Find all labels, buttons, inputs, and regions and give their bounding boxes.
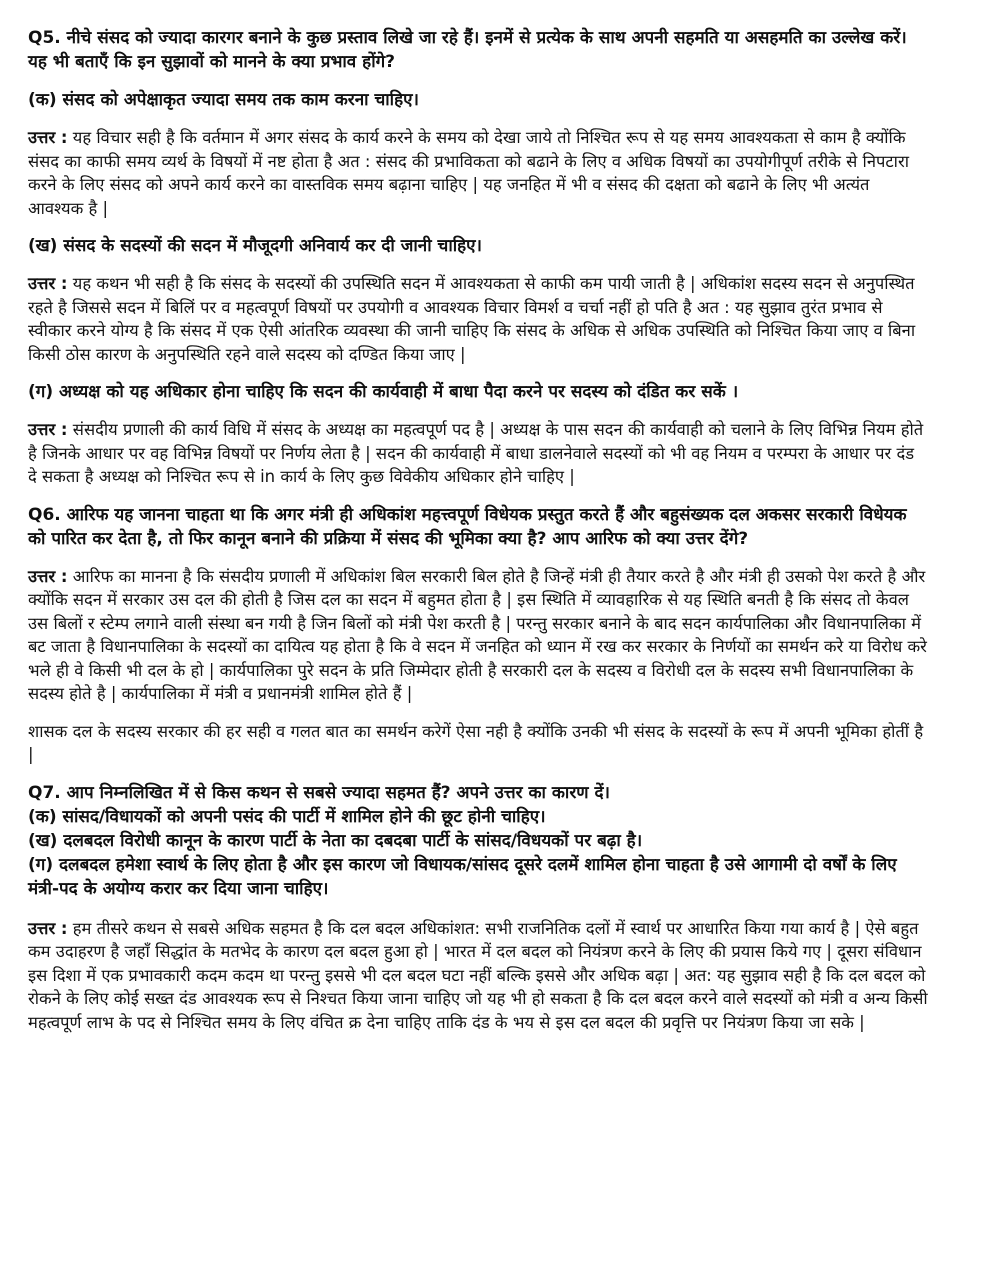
q7-answer — [28, 917, 928, 1035]
question-text: नीचे संसद को ज्यादा कारगर बनाने के कुछ प्रस्ताव लिखे जा रहे हैं। इनमें से प्रत्येक के साथ अपनी सहमति या असहमति का उल्लेख करें। यह भी बताएँ कि इन सुझावों को मानने के क्या प्रभाव होंगे? — [28, 28, 907, 72]
q7-option-kha: (ख) दलबदल विरोधी कानून के कारण पार्टी के नेता का दबदबा पार्टी के सांसद/विधयकों पर बढ़ा है। — [28, 830, 643, 851]
question-number: Q7. — [28, 782, 61, 803]
q7-option-ga: (ग) दलबदल हमेशा स्वार्थ के लिए होता है और इस कारण जो विधायक/सांसद दूसरे दलमें शामिल होना चाहता है उसे आगामी दो वर्षों के लिए मंत्री-पद के अयोग्य करार कर दिया जाना चाहिए। — [28, 854, 897, 899]
question-number: Q6. — [28, 504, 61, 525]
q5-part-kha-statement: (ख) संसद के सदस्यों की सदन में मौजूदगी अनिवार्य कर दी जानी चाहिए। — [28, 236, 482, 256]
q6-answer — [28, 565, 928, 706]
answer-text: यह कथन भी सही है कि संसद के सदस्यों की उपस्थिति सदन में आवश्यकता से काफी कम पायी जाती है | अधिकांश सदस्य सदन से अनुपस्थित रहते है जिससे सदन में बिलिं पर व महत्वपूर्ण विषयों पर उपयोगी व आवश्यक विचार विमर्श व चर्चा नहीं हो पति है अत : यह सुझाव तुरंत प्रभाव से स्वीकार करने योग्य है कि संसद में एक ऐसी आंतरिक व्यवस्था की जानी चाहिए कि संसद के अधिक से अधिक उपस्थिति को निश्चित किया जाए व बिना किसी ठोस कारण के अनुपस्थिति रहने वाले सदस्य को दण्डित किया जाए | — [28, 274, 916, 364]
question-6 — [28, 503, 928, 551]
q5-part-ga-statement: (ग) अध्यक्ष को यह अधिकार होना चाहिए कि सदन की कार्यवाही में बाधा पैदा करने पर सदस्य को दंडित कर सकें । — [28, 382, 739, 402]
answer-text: संसदीय प्रणाली की कार्य विधि में संसद के अध्यक्ष का महत्वपूर्ण पद है | अध्यक्ष के पास सदन की कार्यवाही को चलाने के लिए विभिन्न नियम होते है जिनके आधार पर वह विभिन्न विषयों पर निर्णय लेता है | सदन की कार्यवाही में बाधा डालनेवाले सदस्यों को भी वह नियम व परम्परा के आधार पर दंड दे सकता है अध्यक्ष को निश्चित रूप से in कार्य के लिए कुछ विवेकीय अधिकार होने चाहिए | — [28, 420, 924, 486]
answer-label: उत्तर : — [28, 128, 68, 147]
question-number: Q5. — [28, 28, 61, 48]
question-5 — [28, 26, 928, 74]
answer-text: आरिफ का मानना है कि संसदीय प्रणाली में अधिकांश बिल सरकारी बिल होते है जिन्हें मंत्री ही तैयार करते है और मंत्री ही उसको पेश करते है और क्योंकि सदन में सरकार उस दल की होती है जिस दल का सदन में बहुमत होता है | इस स्थिति में व्यावहारिक से यह स्थिति बनती है कि संसद तो केवल उस बिलों र स्टेम्प लगाने वाली संस्था बन गयी है जिन बिलों को मंत्री पेश करती है | परन्तु सरकार बनाने के बाद सदन कार्यपालिका और विधानपालिका में बट जाता है विधानपालिका के सदस्यों का दायित्व यह होता है कि वे सदन में जनहित को ध्यान में रख कर सरकार के निर्णयों का समर्थन करे या विरोध करे भले ही वे किसी भी दल के हो | कार्यपालिका पुरे सदन के प्रति जिम्मेदार होती है सरकारी दल के सदस्य व विरोधी दल के सदस्य सभी विधानपालिका के सदस्य होते है | कार्यपालिका में मंत्री व प्रधानमंत्री शामिल होते हैं | — [28, 566, 927, 703]
answer-label: उत्तर : — [28, 274, 68, 293]
q5-part-ka-answer — [28, 126, 928, 220]
q5-part-kha-answer — [28, 272, 928, 366]
q5-part-ka-statement: (क) संसद को अपेक्षाकृत ज्यादा समय तक काम करना चाहिए। — [28, 90, 419, 110]
answer-label: उत्तर : — [28, 566, 68, 586]
q7-option-ka: (क) सांसद/विधायकों को अपनी पसंद की पार्टी में शामिल होने की छूट होनी चाहिए। — [28, 806, 546, 827]
question-text: आरिफ यह जानना चाहता था कि अगर मंत्री ही अधिकांश महत्त्वपूर्ण विधेयक प्रस्तुत करते हैं और बहुसंख्यक दल अकसर सरकारी विधेयक को पारित कर देता है, तो फिर कानून बनाने की प्रक्रिया में संसद की भूमिका क्या है? आप आरिफ को क्या उत्तर देंगे? — [28, 504, 907, 549]
answer-label: उत्तर : — [28, 420, 68, 439]
question-7 — [28, 781, 928, 805]
q5-part-ga-answer — [28, 418, 928, 489]
q6-answer-extra: शासक दल के सदस्य सरकार की हर सही व गलत बात का समर्थन करेगें ऐसा नही है क्योंकि उनकी भी संसद के सदस्यों के रूप में अपनी भूमिका होतीं है | — [28, 721, 924, 764]
question-text: आप निम्नलिखित में से किस कथन से सबसे ज्यादा सहमत हैं? अपने उत्तर का कारण दें। — [66, 782, 610, 803]
answer-text: हम तीसरे कथन से सबसे अधिक सहमत है कि दल बदल अधिकांशत: सभी राजनितिक दलों में स्वार्थ पर आधारित किया गया कार्य है | ऐसे बहुत कम उदाहरण है जहाँ सिद्धांत के मतभेद के कारण दल बदल हुआ हो | भारत में दल बदल को नियंत्रण करने के लिए की प्रयास किये गए | दूसरा संविधान इस दिशा में एक प्रभावकारी कदम कदम था परन्तु इससे भी दल बदल घटा नहीं बल्कि इससे और अधिक बढ़ा | अत: यह सुझाव सही है कि दल बदल को रोकने के लिए कोई सख्त दंड आवश्यक रूप से निश्चत किया जाना चाहिए जो यह भी हो सकता है कि दल बदल करने वाले सदस्यों को मंत्री व अन्य किसी महत्वपूर्ण लाभ के पद से निश्चित समय के लिए वंचित क्र देना चाहिए ताकि दंड के भय से इस दल बदल की प्रवृत्ति पर नियंत्रण किया जा सके | — [28, 918, 928, 1032]
answer-label: उत्तर : — [28, 918, 68, 938]
answer-text: यह विचार सही है कि वर्तमान में अगर संसद के कार्य करने के समय को देखा जाये तो निश्चित रूप से यह समय आवश्यकता से काम है क्योंकि संसद का काफी समय व्यर्थ के विषयों में नष्ट होता है अत : संसद की प्रभाविकता को बढाने के लिए व अधिक विषयों का उपयोगीपूर्ण तरीके से निपटारा करने के लिए संसद को अपने कार्य करने का वास्तविक समय बढ़ाना चाहिए | यह जनहित में भी व संसद की दक्षता को बढाने के लिए भी अत्यंत आवश्यक है | — [28, 128, 909, 218]
